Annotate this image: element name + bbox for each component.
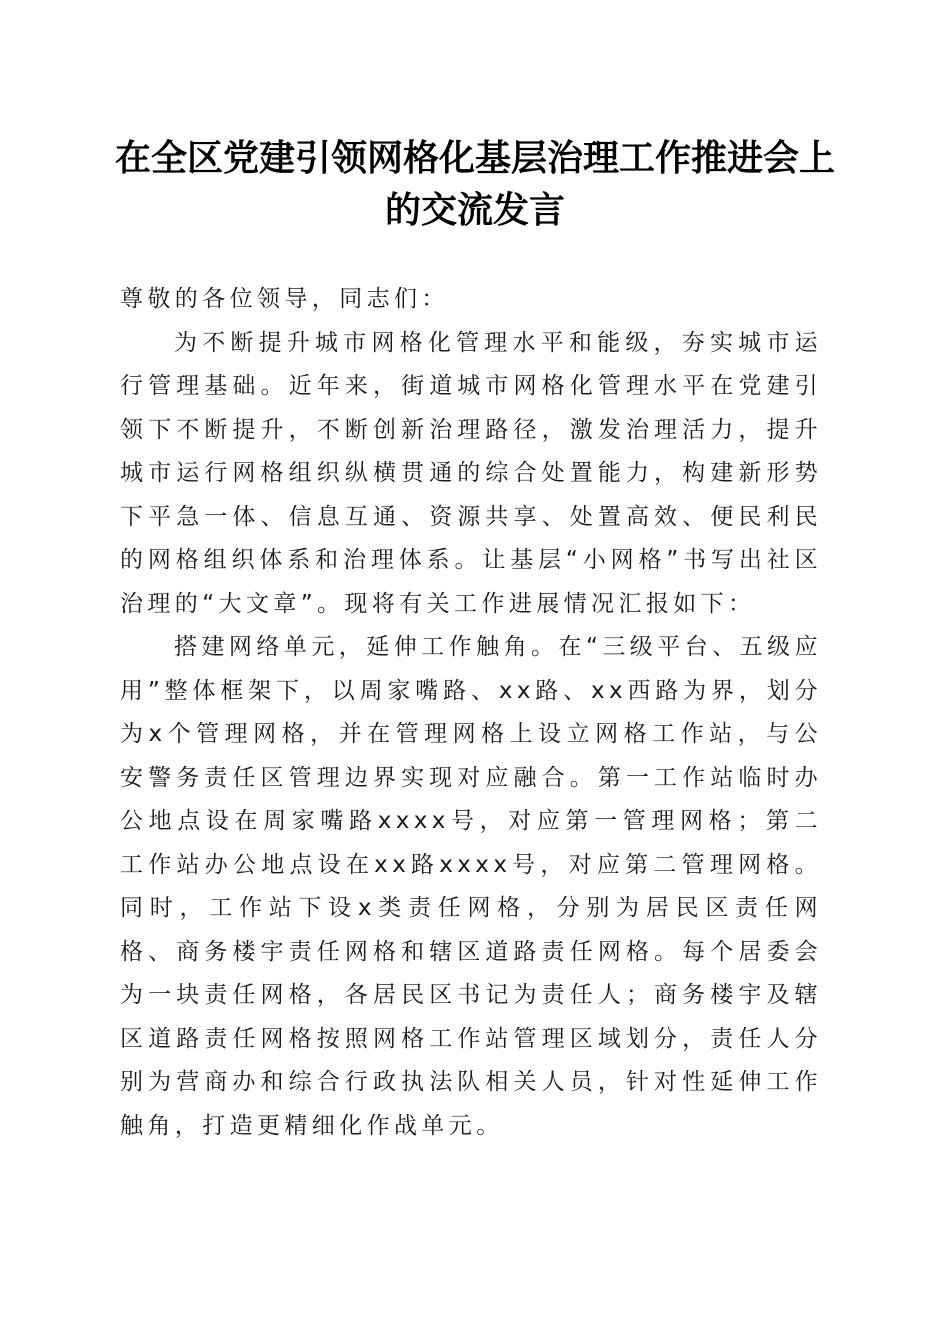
document-body (120, 278, 822, 1148)
title-line-1: 在全区党建引领网格化基层治理工作推进会上 (114, 137, 835, 179)
paragraph-intro: 为不断提升城市网格化管理水平和能级，夯实城市运行管理基础。近年来，街道城市网格化管理水平在党建引领下不断提升，不断创新治理路径，激发治理活力，提升城市运行网格组织纵横贯通的综合处置能力，构建新形势下平急一体、信息互通、资源共享、处置高效、便民利民的网格组织体系和治理体系。让基层“小网格”书写出社区治理的“大文章”。现将有关工作进展情况汇报如下： (120, 329, 822, 617)
salutation: 尊敬的各位领导，同志们： (120, 286, 449, 312)
document-title (110, 132, 840, 236)
title-line-2: 的交流发言 (384, 189, 565, 231)
paragraph-grid-units: 搭建网络单元，延伸工作触角。在“三级平台、五级应用”整体框架下，以周家嘴路、xx路、xx西路为界，划分为x个管理网格，并在管理网格上设立网格工作站，与公安警务责任区管理边界实现对应融合。第一工作站临时办公地点设在周家嘴路xxxx号，对应第一管理网格；第二工作站办公地点设在xx路xxxx号，对应第二管理网格。同时，工作站下设x类责任网格，分别为居民区责任网格、商务楼宇责任网格和辖区道路责任网格。每个居委会为一块责任网格，各居民区书记为责任人；商务楼宇及辖区道路责任网格按照网格工作站管理区域划分，责任人分别为营商办和综合行政执法队相关人员，针对性延伸工作触角，打造更精细化作战单元。 (120, 634, 822, 1139)
